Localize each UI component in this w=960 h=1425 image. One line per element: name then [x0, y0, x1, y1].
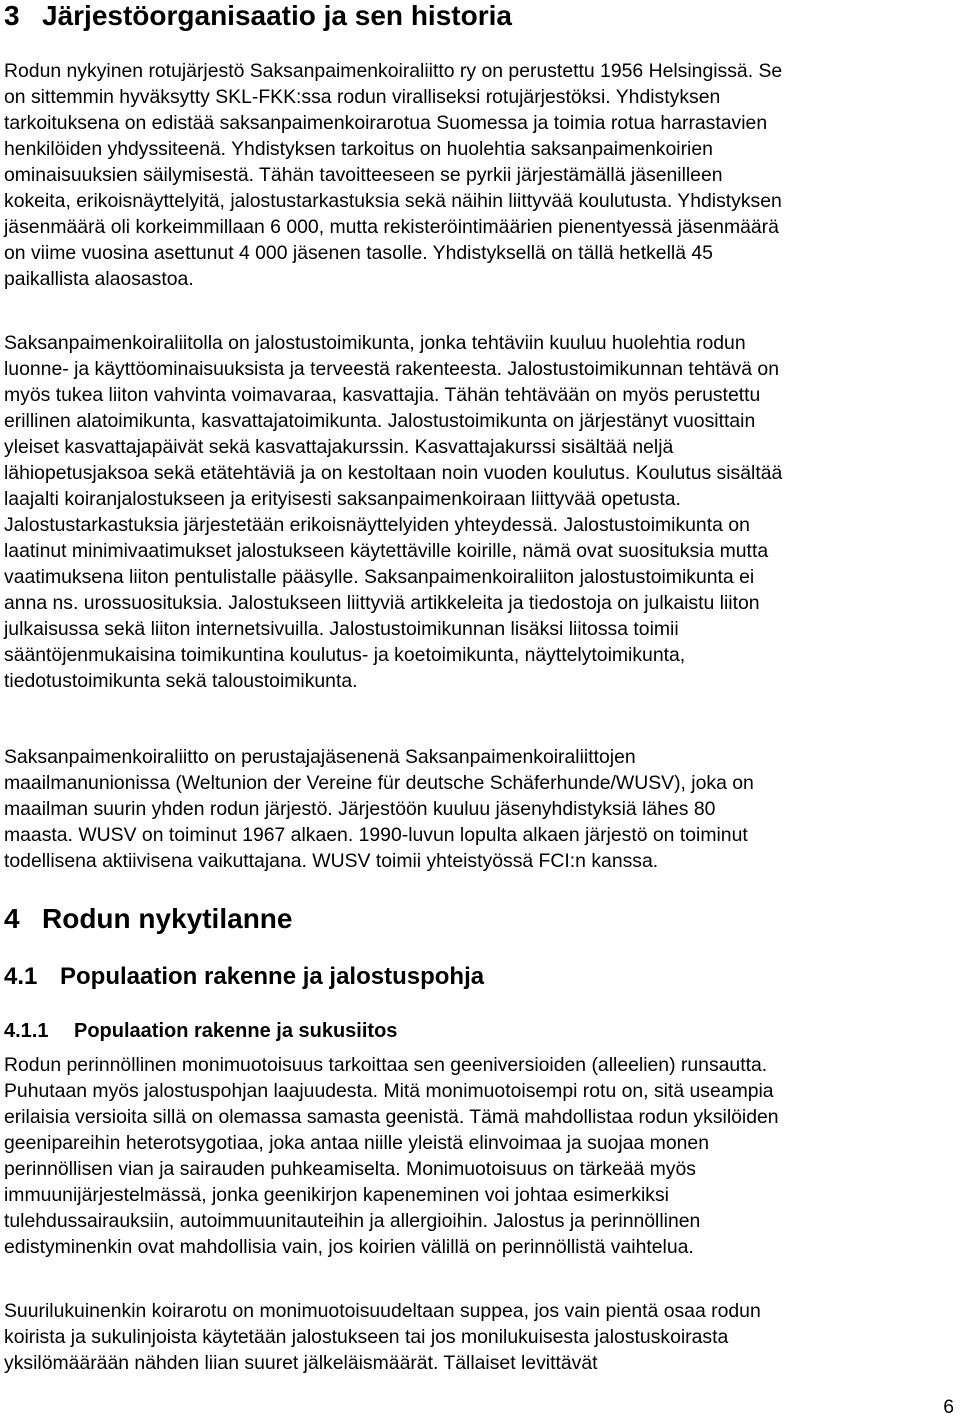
text-line: sääntöjenmukaisina toimikuntina koulutus- ja koetoimikunta, näyttelytoimikunta,: [4, 644, 686, 666]
text-line: on viime vuosina asettunut 4 000 jäsenen tasolle. Yhdistyksellä on tällä hetkellä 45: [4, 242, 713, 264]
text-line: laatinut minimivaatimukset jalostukseen käytettäville koirille, nämä ovat suosituksia mutta: [4, 540, 769, 562]
text-line: koirista ja sukulinjoista käytetään jalostukseen tai jos monilukuisesta jalostuskoirasta: [4, 1326, 729, 1348]
text-line: maasta. WUSV on toiminut 1967 alkaen. 1990-luvun lopulta alkaen järjestö on toiminut: [4, 824, 748, 846]
text-line: julkaisussa sekä liiton internetsivuilla. Jalostustoimikunnan lisäksi liitossa toimii: [4, 618, 679, 640]
text-line: Suurilukuinenkin koirarotu on monimuotoisuudeltaan suppea, jos vain pientä osaa rodun: [4, 1300, 761, 1322]
paragraph-organization: [4, 58, 782, 292]
text-line: myös tukea liiton vahvinta voimavaraa, kasvattajia. Tähän tehtävään on myös perustettu: [4, 384, 761, 406]
text-line: laajalti koiranjalostukseen ja erityisesti saksanpaimenkoiraan liittyvää opetusta.: [4, 488, 681, 510]
text-line: maailman suurin yhden rodun järjestö. Järjestöön kuuluu jäsenyhdistyksiä lähes 80: [4, 798, 716, 820]
text-line: tarkoituksena on edistää saksanpaimenkoirarotua Suomessa ja toimia rotua harrastavien: [4, 112, 768, 134]
text-line: luonne- ja käyttöominaisuuksista ja terveestä rakenteesta. Jalostustoimikunnan tehtävä on: [4, 358, 779, 380]
section-title: Populaation rakenne ja sukusiitos: [74, 1020, 398, 1042]
section-title: Rodun nykytilanne: [42, 903, 293, 934]
section-number: 4.1: [4, 963, 38, 990]
text-line: tiedotustoimikunta sekä taloustoimikunta.: [4, 670, 358, 692]
section-4-1-heading: [4, 963, 484, 991]
paragraph-narrow-base: [4, 1298, 761, 1376]
text-line: paikallista alaosastoa.: [4, 268, 194, 290]
text-line: kokeita, erikoisnäyttelyitä, jalostustarkastuksia sekä näihin liittyvää koulutusta. Yhdistyksen: [4, 190, 782, 212]
paragraph-diversity: [4, 1052, 779, 1260]
section-title: Populaation rakenne ja jalostuspohja: [60, 963, 485, 990]
text-line: maailmanunionissa (Weltunion der Vereine für deutsche Schäferhunde/WUSV), joka on: [4, 772, 754, 794]
text-line: yleiset kasvattajapäivät sekä kasvattajakurssin. Kasvattajakurssi sisältää neljä: [4, 436, 674, 458]
text-line: henkilöiden yhdyssiteenä. Yhdistyksen tarkoitus on huolehtia saksanpaimenkoirien: [4, 138, 713, 160]
section-title: Järjestöorganisaatio ja sen historia: [42, 0, 512, 31]
text-line: Saksanpaimenkoiraliitto on perustajajäsenenä Saksanpaimenkoiraliittojen: [4, 746, 636, 768]
text-line: anna ns. urossuosituksia. Jalostukseen liittyviä artikkeleita ja tiedostoja on julkaistu liiton: [4, 592, 760, 614]
text-line: geenipareihin heterotsygotiaa, joka antaa niille yleistä elinvoimaa ja suojaa monen: [4, 1132, 709, 1154]
text-line: Jalostustarkastuksia järjestetään erikoisnäyttelyiden yhteydessä. Jalostustoimikunta on: [4, 514, 750, 536]
text-line: perinnöllisen vian ja sairauden puhkeamiselta. Monimuotoisuus on tärkeää myös: [4, 1158, 696, 1180]
text-line: vaatimuksena liiton pentulistalle pääsylle. Saksanpaimenkoiraliiton jalostustoimikunta ei: [4, 566, 755, 588]
paragraph-breeding-committee: [4, 330, 782, 694]
page-number: 6: [943, 1396, 954, 1418]
paragraph-wusv: [4, 744, 754, 874]
section-4-heading: [4, 903, 292, 935]
text-line: erilaisia versioita sillä on olemassa samasta geenistä. Tämä mahdollistaa rodun yksilöiden: [4, 1106, 779, 1128]
text-line: erillinen alatoimikunta, kasvattajatoimikunta. Jalostustoimikunta on järjestänyt vuosittain: [4, 410, 756, 432]
text-line: edistyminenkin ovat mahdollisia vain, jos koirien välillä on perinnöllistä vaihtelua.: [4, 1236, 694, 1258]
text-line: lähiopetusjaksoa sekä etätehtäviä ja on kestoltaan noin vuoden koulutus. Koulutus sisältää: [4, 462, 783, 484]
section-4-1-1-heading: [4, 1018, 397, 1044]
text-line: jäsenmäärä oli korkeimmillaan 6 000, mutta rekisteröintimäärien pienentyessä jäsenmäärä: [4, 216, 779, 238]
text-line: yksilömäärään nähden liian suuret jälkeläismäärät. Tällaiset levittävät: [4, 1352, 598, 1374]
text-line: on sittemmin hyväksytty SKL-FKK:ssa rodun viralliseksi rotujärjestöksi. Yhdistyksen: [4, 86, 721, 108]
text-line: Puhutaan myös jalostuspohjan laajuudesta. Mitä monimuotoisempi rotu on, sitä useampia: [4, 1080, 774, 1102]
text-line: Saksanpaimenkoiraliitolla on jalostustoimikunta, jonka tehtäviin kuuluu huolehtia rodun: [4, 332, 746, 354]
text-line: immuunijärjestelmässä, jonka geenikirjon kapeneminen voi johtaa esimerkiksi: [4, 1184, 669, 1206]
section-number: 3: [4, 0, 20, 31]
text-line: Rodun perinnöllinen monimuotoisuus tarkoittaa sen geeniversioiden (alleelien) runsautta.: [4, 1054, 768, 1076]
section-number: 4.1.1: [4, 1020, 49, 1042]
section-3-heading: [4, 0, 512, 32]
text-line: todellisena aktiivisena vaikuttajana. WUSV toimii yhteistyössä FCI:n kanssa.: [4, 850, 659, 872]
section-number: 4: [4, 903, 20, 934]
text-line: ominaisuuksien säilymisestä. Tähän tavoitteeseen se pyrkii järjestämällä jäsenilleen: [4, 164, 723, 186]
text-line: tulehdussairauksiin, autoimmuunitauteihin ja allergioihin. Jalostus ja perinnöllinen: [4, 1210, 701, 1232]
text-line: Rodun nykyinen rotujärjestö Saksanpaimenkoiraliitto ry on perustettu 1956 Helsingissä. Se: [4, 60, 783, 82]
